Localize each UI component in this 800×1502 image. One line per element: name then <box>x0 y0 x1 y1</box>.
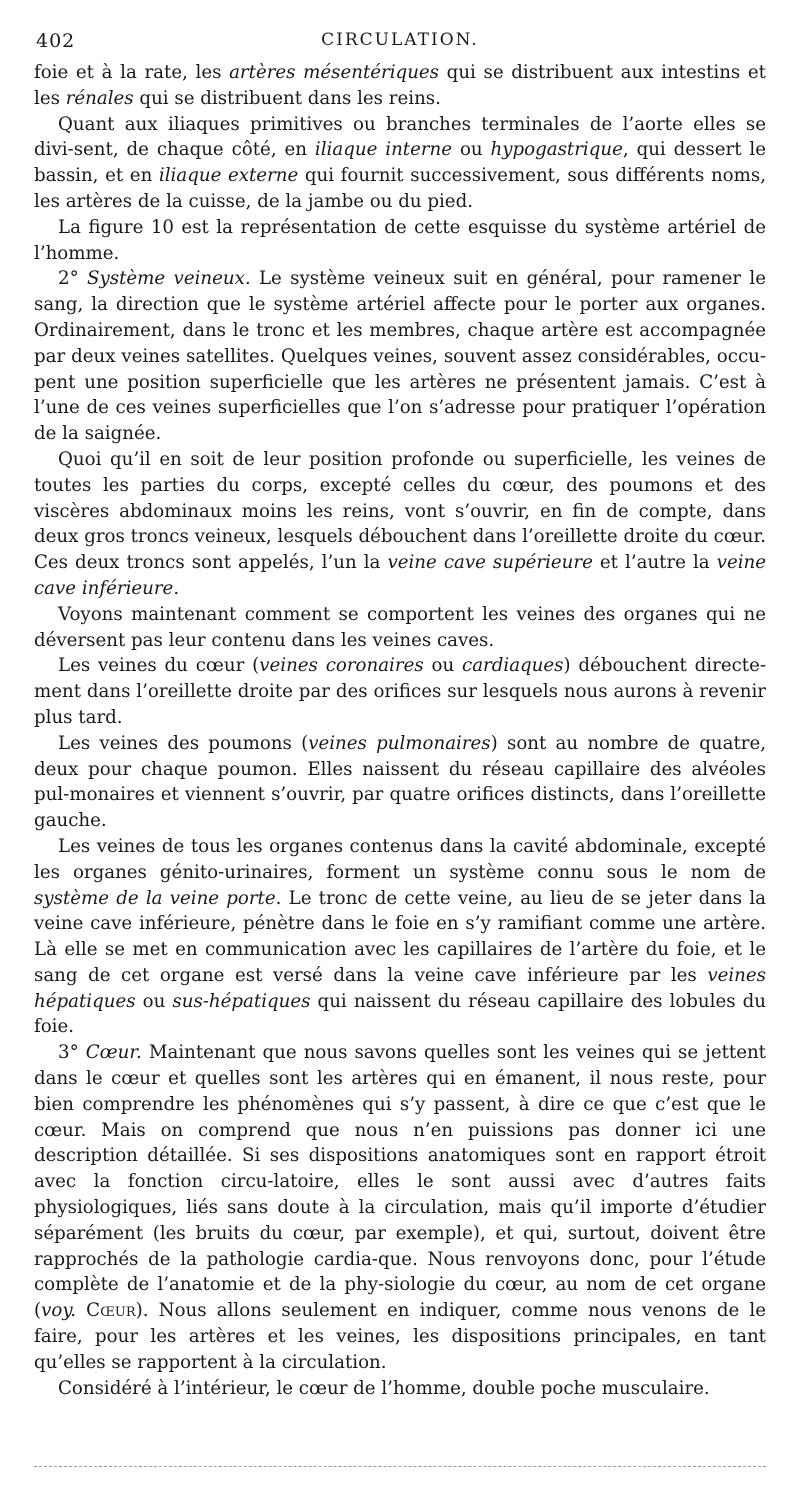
text-run: Les veines de tous les organes contenus dans la cavité abdominale, excepté les organes génito-urinaires, forment un système connu sous le nom de <box>34 835 766 883</box>
text-run: ou <box>423 655 463 677</box>
text-run: qui se distribuent dans les reins. <box>133 87 441 109</box>
text-run: , qui dessert le bassin, et en <box>34 139 766 187</box>
text-run: ) sont au nombre de quatre, deux pour chaque poumon. Elles naissent du réseau capillaire des alvéoles pul-monaires et viennent s’ouvrir, par quatre orifices distincts, dans l’oreillette gauche. <box>34 732 766 832</box>
text-run: foie et à la rate, les <box>34 62 230 83</box>
italic-term: artères mésentériques <box>229 62 440 83</box>
text-run: ). Nous allons seulement en indiquer, comme nous venons de le faire, pour les artères et les veines, les dispositions principales, en tant qu’elles se rapportent à la circulation. <box>34 1300 766 1373</box>
text-run: Quoi qu’il en soit de leur position profonde ou superficielle, les veines de toutes les parties du corps, excepté celles du cœur, des poumons et des viscères abdominaux moins les reins, vont s’ouvrir, en fin de compte, dans deux gros troncs veineux, lesquels débouchent dans l’oreillette droite du cœur. Ces deux troncs sont appelés, l’un la <box>34 448 766 574</box>
italic-term: veine cave supérieure <box>387 552 593 574</box>
italic-term: rénales <box>65 87 134 109</box>
paragraph <box>34 60 766 112</box>
text-run: La figure 10 est la représentation de cette esquisse du système artériel de l’homme. <box>34 216 766 264</box>
text-run: qui se distribuent aux intestins et les <box>34 62 766 109</box>
italic-term: cardiaques <box>462 655 564 677</box>
italic-term: système de la veine porte <box>34 887 276 909</box>
text-run: Les veines du cœur ( <box>58 655 260 677</box>
paragraph <box>34 215 766 267</box>
page-header <box>34 30 766 60</box>
text-run: ) débouchent directe-ment dans l’oreillette droite par des orifices sur lesquels nous aurons à revenir plus tard. <box>34 655 766 728</box>
text-run: 2° <box>58 268 88 290</box>
italic-term: hypogastrique <box>490 139 623 161</box>
italic-term: veines coronaires <box>259 655 424 677</box>
paragraph <box>34 1376 766 1402</box>
footer-divider <box>34 1466 766 1467</box>
text-run: ou <box>452 139 491 161</box>
paragraph <box>34 834 766 1040</box>
book-page <box>34 30 766 1401</box>
paragraph <box>34 266 766 447</box>
text-run: qui naissent du réseau capillaire des lobules du foie. <box>34 990 766 1038</box>
text-run: Maintenant que nous savons quelles sont les veines qui se jettent dans le cœur et quelles sont les artères qui en émanent, il nous reste, pour bien comprendre les phénomènes qui s’y passent, à dire ce que c’est que le cœur. Mais on comprend que nous n’en puissions pas donner ici une description détaillée. Si ses dispositions anatomiques sont en rapport étroit avec la fonction circu-latoire, elles le sont aussi avec d’autres faits physiologiques, liés sans doute à la circulation, mais qu’il importe d’étudier séparément (les bruits du cœur, par exemple), et qui, surtout, doivent être rapprochés de la pathologie cardia-que. Nous renvoyons donc, pour l’étude complète de l’anatomie et de la phy-siologie du cœur, au nom de cet organe ( <box>34 1042 766 1322</box>
small-caps-term: Cœur <box>86 1300 136 1322</box>
text-run: Le système veineux suit en général, pour ramener le sang, la direction que le système artériel affecte pour le porter aux organes. Ordinairement, dans le tronc et les membres, chaque artère est accompagnée par deux veines satellites. Quelques veines, souvent assez considérables, occu-pent une position superficielle que les artères ne présentent jamais. C’est à l’une de ces veines superficielles que l’on s’adresse pour pratiquer l’opération de la saignée. <box>34 268 766 445</box>
paragraph <box>34 653 766 730</box>
paragraph <box>34 731 766 834</box>
paragraph <box>34 112 766 215</box>
text-run: . <box>173 577 180 599</box>
paragraph <box>34 1040 766 1375</box>
text-run: Quant aux iliaques primitives ou branches terminales de l’aorte elles se divi-sent, de chaque côté, en <box>34 113 766 161</box>
paragraph <box>34 602 766 654</box>
page-number: 402 <box>36 30 76 52</box>
italic-term: Cœur. <box>85 1042 142 1064</box>
running-title: CIRCULATION. <box>321 30 479 50</box>
paragraph <box>34 447 766 602</box>
italic-term: voy. <box>41 1300 76 1322</box>
italic-term: iliaque externe <box>158 165 299 187</box>
italic-term: veine cave inférieure <box>34 552 767 599</box>
italic-term: iliaque interne <box>314 139 453 161</box>
italic-term: Système veineux. <box>87 268 251 290</box>
text-run: Voyons maintenant comment se comportent les veines des organes qui ne déversent pas leur contenu dans les veines caves. <box>34 603 766 651</box>
text-run: et l’autre la <box>592 552 717 574</box>
text-run: Considéré à l’intérieur, le cœur de l’homme, double poche musculaire. <box>58 1377 710 1399</box>
text-run: qui fournit successivement, sous différents noms, les artères de la cuisse, de la jambe ou du pied. <box>34 165 766 212</box>
text-run: 3° <box>58 1042 86 1064</box>
italic-term: veines hépatiques <box>34 964 766 1012</box>
body-text <box>34 60 766 1401</box>
text-run: . Le tronc de cette veine, au lieu de se jeter dans la veine cave inférieure, pénètre dans le foie en s’y ramifiant comme une artère. Là elle se met en communication avec les capillaires de l’artère du foie, et le sang de cet organe est versé dans la veine cave inférieure par les <box>34 887 766 986</box>
text-run: ou <box>135 990 173 1012</box>
italic-term: veines pulmonaires <box>308 732 491 754</box>
italic-term: sus-hépatiques <box>172 990 311 1012</box>
text-run: Les veines des poumons ( <box>58 732 309 754</box>
text-run <box>76 1300 86 1321</box>
